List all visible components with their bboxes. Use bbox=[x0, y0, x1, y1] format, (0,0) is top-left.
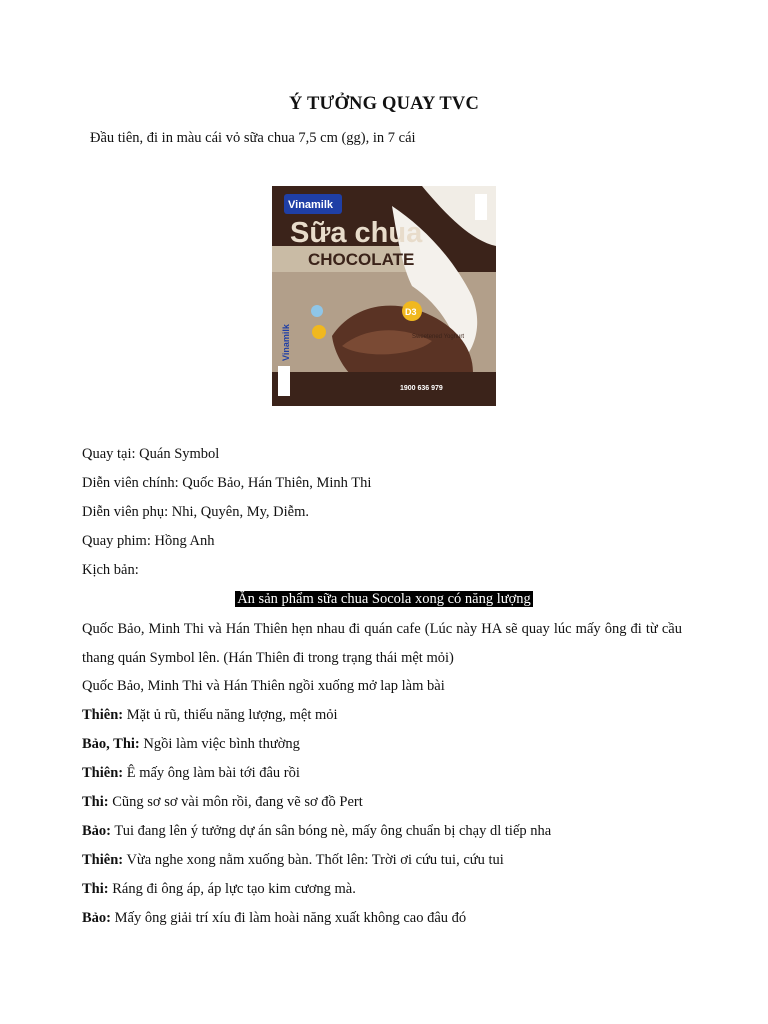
speaker-name: Bảo: bbox=[82, 910, 111, 926]
dialogue-line bbox=[82, 736, 300, 753]
dialogue-line bbox=[82, 881, 356, 898]
scene-heading bbox=[0, 590, 768, 608]
speaker-name: Bảo: bbox=[82, 823, 111, 839]
dialogue-line bbox=[82, 823, 551, 840]
dialogue-line bbox=[82, 852, 504, 869]
info-camera: Quay phim: Hồng Anh bbox=[82, 533, 215, 549]
speaker-name: Thiên: bbox=[82, 765, 124, 781]
hotline-text: 1900 636 979 bbox=[400, 385, 443, 392]
speaker-name: Bảo, Thi: bbox=[82, 736, 140, 752]
product-name-text: Sữa chua bbox=[290, 217, 423, 249]
dialogue-text: Cũng sơ sơ vài môn rồi, đang vẽ sơ đồ Pert bbox=[108, 794, 363, 810]
speaker-name: Thi: bbox=[82, 881, 109, 897]
info-main-cast: Diễn viên chính: Quốc Bảo, Hán Thiên, Minh Thi bbox=[82, 475, 372, 491]
speaker-name: Thi: bbox=[82, 794, 109, 810]
dialogue-text: Vừa nghe xong nằm xuống bàn. Thốt lên: Trời ơi cứu tui, cứu tui bbox=[123, 852, 504, 868]
dialogue-text: Tui đang lên ý tưởng dự án sân bóng nè, mấy ông chuẩn bị chạy dl tiếp nha bbox=[111, 823, 552, 839]
document-title: Ý TƯỞNG QUAY TVC bbox=[288, 94, 480, 114]
info-supporting-cast: Diễn viên phụ: Nhi, Quyên, My, Diễm. bbox=[82, 504, 310, 520]
action-line: Quốc Bảo, Minh Thi và Hán Thiên ngồi xuống mở lap làm bài bbox=[82, 678, 445, 694]
brand-logo-text: Vinamilk bbox=[288, 199, 334, 211]
dialogue-text: Mấy ông giải trí xíu đi làm hoài năng xuất không cao đâu đó bbox=[111, 910, 467, 926]
dialogue-text: Ngồi làm việc bình thường bbox=[139, 736, 300, 752]
intro-text: Đầu tiên, đi in màu cái vỏ sữa chua 7,5 cm (gg), in 7 cái bbox=[90, 130, 416, 146]
dialogue-line bbox=[82, 794, 363, 811]
flavor-text: CHOCOLATE bbox=[308, 250, 415, 269]
dialogue-text: Mặt ủ rũ, thiếu năng lượng, mệt mỏi bbox=[123, 707, 338, 723]
side-brand-text: Vinamilk bbox=[281, 324, 291, 361]
dialogue-line bbox=[82, 765, 300, 782]
tagline-text: Sweetened Yoghurt bbox=[412, 334, 465, 340]
product-label-image bbox=[272, 186, 496, 406]
speaker-name: Thiên: bbox=[82, 852, 124, 868]
vitamin-badge-text: D3 bbox=[405, 307, 417, 317]
info-location: Quay tại: Quán Symbol bbox=[82, 446, 220, 462]
dialogue-line bbox=[82, 910, 466, 927]
speaker-name: Thiên: bbox=[82, 707, 124, 723]
dialogue-text: Ráng đi ông áp, áp lực tạo kim cương mà. bbox=[108, 881, 356, 897]
dialogue-text: Ê mấy ông làm bài tới đâu rồi bbox=[123, 765, 300, 781]
dialogue-line bbox=[82, 707, 338, 724]
scene-paragraph: Quốc Bảo, Minh Thi và Hán Thiên hẹn nhau đi quán cafe (Lúc này HA sẽ quay lúc mấy ông đi từ cầu thang quán Symbol lên. (Hán Thiên đi trong trạng thái mệt mỏi) bbox=[82, 621, 682, 666]
scene-heading-text: Ăn sản phẩm sữa chua Socola xong có năng lượng bbox=[237, 591, 531, 607]
info-script-label: Kịch bản: bbox=[82, 562, 139, 578]
